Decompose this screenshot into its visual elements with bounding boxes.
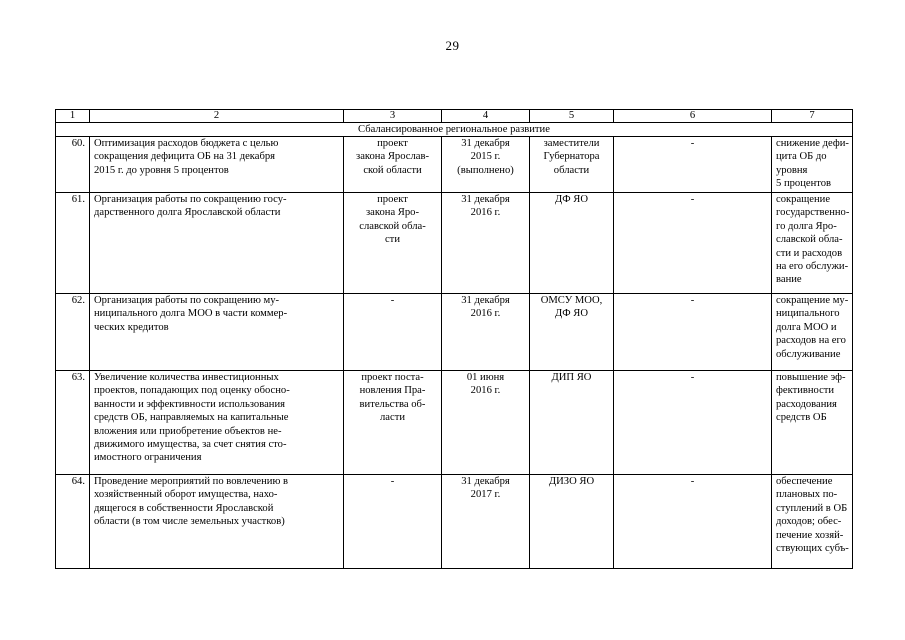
deadline	[442, 294, 530, 371]
table-row	[56, 137, 853, 193]
measure-name-line: Организация работы по сокращению госу-	[94, 194, 287, 205]
document-type	[344, 294, 442, 371]
expected-result-line: уровня	[776, 164, 808, 176]
expected-result	[772, 193, 853, 294]
section-title: Сбалансированное региональное развитие	[56, 123, 853, 137]
table-row	[56, 193, 853, 294]
expected-result-line: долга МОО и	[776, 321, 837, 333]
header-row	[56, 110, 853, 123]
document-type-line: сти	[384, 234, 400, 246]
funding: -	[614, 294, 772, 371]
row-number: 62.	[56, 294, 90, 371]
expected-result-line: ниципального	[776, 308, 840, 320]
expected-result-line: цита ОБ до	[776, 151, 827, 163]
document-type-line: закона Яро-	[366, 207, 419, 219]
row-number: 61.	[56, 193, 90, 294]
measure-name-line: Увеличение количества инвестиционных	[94, 372, 279, 383]
measure-name-line: ниципального долга МОО в части коммер-	[94, 308, 288, 320]
measure-name-line: имостного ограничения	[94, 452, 202, 464]
table-row	[56, 294, 853, 371]
expected-result-line: расходования	[776, 398, 837, 410]
responsible	[530, 475, 614, 569]
document-type-line: славской обла-	[359, 220, 426, 232]
expected-result-line: обслуживание	[776, 348, 841, 360]
expected-result	[772, 371, 853, 475]
expected-result	[772, 137, 853, 193]
document-type	[344, 137, 442, 193]
section-row	[56, 123, 853, 137]
responsible-line: ДФ ЯО	[555, 308, 588, 320]
expected-result-line: го долга Яро-	[776, 220, 837, 232]
measure-name-line: 2015 г. до уровня 5 процентов	[94, 164, 229, 176]
deadline-line: 31 декабря	[461, 295, 510, 306]
expected-result	[772, 475, 853, 569]
deadline-line: 31 декабря	[461, 476, 510, 487]
deadline-line: 2017 г.	[470, 489, 501, 501]
responsible-line: заместители	[543, 138, 600, 149]
row-number: 64.	[56, 475, 90, 569]
document-type	[344, 371, 442, 475]
deadline	[442, 371, 530, 475]
responsible-line: ДФ ЯО	[555, 194, 588, 205]
funding: -	[614, 475, 772, 569]
measure-name-line: хозяйственный оборот имущества, нахо-	[94, 489, 278, 501]
header-cell: 2	[90, 110, 344, 123]
responsible-line: Губернатора	[543, 151, 600, 163]
measure-name-line: проектов, попадающих под оценку обосно-	[94, 385, 290, 397]
measure-name-line: сокращения дефицита ОБ на 31 декабря	[94, 151, 276, 163]
expected-result-line: на его обслужи-	[776, 261, 849, 273]
document-type-line: новления Пра-	[359, 385, 426, 397]
measure-name	[90, 294, 344, 371]
document-type-line: -	[390, 295, 395, 306]
responsible-line: области	[553, 164, 590, 176]
measure-name-line: средств ОБ, направляемых на капитальные	[94, 412, 289, 424]
deadline-line: 31 декабря	[461, 194, 510, 205]
deadline-line: 31 декабря	[461, 138, 510, 149]
expected-result-line: сокращение	[776, 194, 831, 205]
funding: -	[614, 371, 772, 475]
expected-result-line: государственно-	[776, 207, 850, 219]
expected-result-line: ствующих субъ-	[776, 543, 849, 555]
measure-name-line: ванности и эффективности использования	[94, 398, 285, 410]
expected-result-line: сокращение му-	[776, 295, 849, 306]
funding: -	[614, 137, 772, 193]
table-row	[56, 371, 853, 475]
measure-name	[90, 193, 344, 294]
document-type-line: -	[390, 476, 395, 487]
measure-name-line: Организация работы по сокращению му-	[94, 295, 280, 306]
document-type-line: проект	[377, 194, 408, 205]
responsible	[530, 137, 614, 193]
expected-result-line: средств ОБ	[776, 412, 827, 424]
expected-result-line: сти и расходов	[776, 247, 843, 259]
expected-result-line: доходов; обес-	[776, 516, 842, 528]
expected-result-line: обеспечение	[776, 476, 833, 487]
document-type-line: ласти	[380, 412, 405, 424]
measure-name-line: ческих кредитов	[94, 321, 169, 333]
measure-name	[90, 475, 344, 569]
responsible-line: ОМСУ МОО,	[540, 295, 603, 306]
measure-name-line: дящегося в собственности Ярославской	[94, 502, 274, 514]
deadline-line: 2016 г.	[470, 207, 501, 219]
measure-name	[90, 137, 344, 193]
document-type-line: закона Ярослав-	[356, 151, 429, 163]
row-number: 63.	[56, 371, 90, 475]
responsible-line: ДИП ЯО	[551, 372, 592, 383]
responsible	[530, 294, 614, 371]
measure-name-line: дарственного долга Ярославской области	[94, 207, 281, 219]
document-type	[344, 475, 442, 569]
table-row	[56, 475, 853, 569]
responsible-line: ДИЗО ЯО	[548, 476, 595, 487]
header-cell: 5	[530, 110, 614, 123]
page-number: 29	[445, 38, 460, 53]
expected-result	[772, 294, 853, 371]
measure-name	[90, 371, 344, 475]
responsible	[530, 193, 614, 294]
expected-result-line: ступлений в ОБ	[776, 502, 848, 514]
header-cell: 6	[614, 110, 772, 123]
deadline	[442, 193, 530, 294]
expected-result-line: фективности	[776, 385, 835, 397]
deadline	[442, 137, 530, 193]
measure-name-line: Проведение мероприятий по вовлечению в	[94, 476, 289, 487]
expected-result-line: плановых по-	[776, 489, 838, 501]
expected-result-line: расходов на его	[776, 335, 846, 347]
expected-result-line: снижение дефи-	[776, 138, 849, 149]
document-type-line: проект	[377, 138, 408, 149]
deadline-line: 2016 г.	[470, 385, 501, 397]
measure-name-line: области (в том числе земельных участков)	[94, 516, 285, 528]
expected-result-line: повышение эф-	[776, 372, 846, 383]
expected-result-line: печение хозяй-	[776, 529, 844, 541]
document-type	[344, 193, 442, 294]
header-cell: 1	[56, 110, 90, 123]
row-number: 60.	[56, 137, 90, 193]
deadline-line: 2015 г.	[470, 151, 501, 163]
measure-name-line: Оптимизация расходов бюджета с целью	[94, 138, 279, 149]
deadline	[442, 475, 530, 569]
document-type-line: проект поста-	[361, 372, 424, 383]
expected-result-line: славской обла-	[776, 234, 843, 246]
header-cell: 7	[772, 110, 853, 123]
funding: -	[614, 193, 772, 294]
expected-result-line: вание	[776, 274, 802, 286]
measures-table	[55, 109, 853, 569]
measure-name-line: вложения или приобретение объектов не-	[94, 425, 282, 437]
header-cell: 3	[344, 110, 442, 123]
document-type-line: ской области	[363, 164, 422, 176]
deadline-line: (выполнено)	[457, 164, 514, 176]
measure-name-line: движимого имущества, за счет снятия сто-	[94, 439, 287, 451]
header-cell: 4	[442, 110, 530, 123]
deadline-line: 01 июня	[466, 372, 505, 383]
expected-result-line: 5 процентов	[776, 178, 832, 190]
responsible	[530, 371, 614, 475]
deadline-line: 2016 г.	[470, 308, 501, 320]
document-type-line: вительства об-	[359, 398, 426, 410]
